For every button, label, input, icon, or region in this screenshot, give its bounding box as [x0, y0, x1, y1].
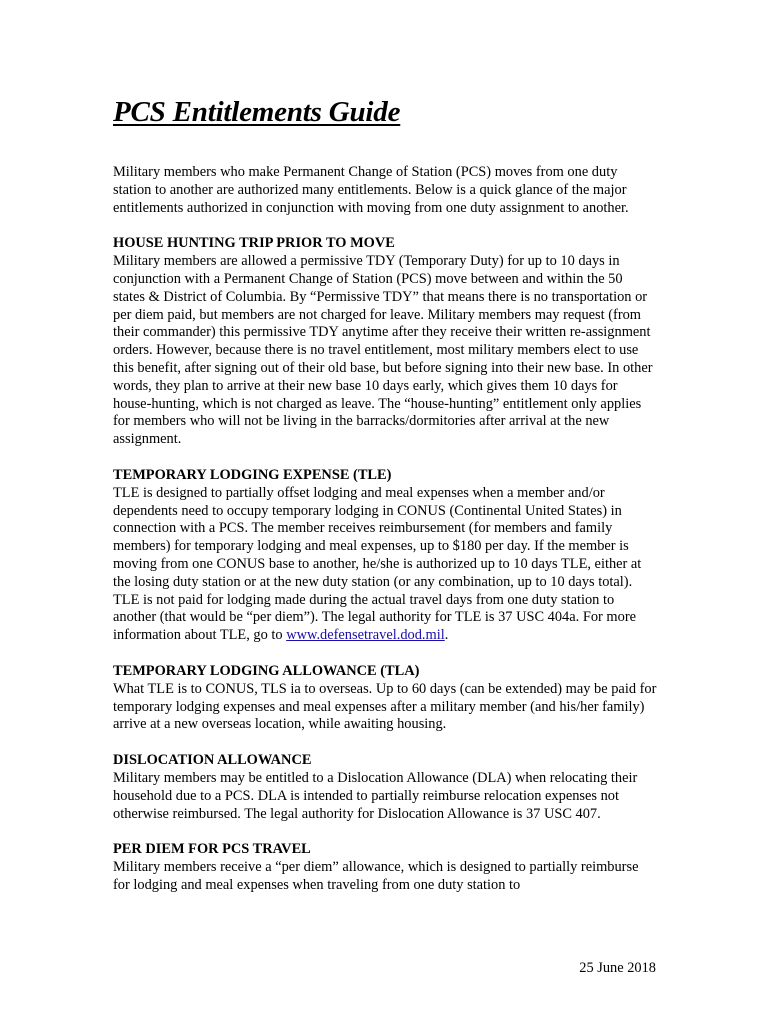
document-page [113, 94, 658, 895]
section-tle [113, 467, 658, 645]
section-body-tle-text: TLE is designed to partially offset lodging and meal expenses when a member and/or dependents need to occupy temporary lodging in CONUS (Continental United States) in connection with a PCS. The member receives reimbursement (for members and family members) for temporary lodging and meal expenses, up to $180 per day. If the member is moving from one CONUS base to another, he/she is authorized up to 10 days TLE, either at the losing duty station or at the new duty station (or any combination, up to 10 days total). TLE is not paid for lodging made during the actual travel days from one duty station to another (that would be “per diem”). The legal authority for TLE is 37 USC 404a. For more information about TLE, go to [113, 484, 642, 644]
section-house-hunting [113, 235, 658, 449]
section-body-house-hunting: Military members are allowed a permissive TDY (Temporary Duty) for up to 10 days in conjunction with a Permanent Change of Station (PCS) move between and within the 50 states & District of Columbia. By “Permissive TDY” that means there is no transportation or per diem paid, but members are not charged for leave. Military members may request (from their commander) this permissive TDY anytime after they receive their written re-assignment orders. However, because there is no travel entitlement, most military members elect to use this benefit, after signing out of their old base, but before signing into their new base. In other words, they plan to arrive at their new base 10 days early, which gives them 10 days for house-hunting, which is not charged as leave. The “house-hunting” entitlement only applies for members who will not be living in the barracks/dormitories after arrival at the new assignment. [113, 253, 653, 448]
section-body-per-diem: Military members receive a “per diem” allowance, which is designed to partially reimburse for lodging and meal expenses when traveling from one duty station to [113, 859, 639, 893]
section-heading-tle: TEMPORARY LODGING EXPENSE (TLE) [113, 466, 392, 483]
section-heading-house-hunting: HOUSE HUNTING TRIP PRIOR TO MOVE [113, 235, 395, 252]
section-heading-tla: TEMPORARY LODGING ALLOWANCE (TLA) [113, 662, 420, 679]
section-body-dislocation: Military members may be entitled to a Dislocation Allowance (DLA) when relocating their household due to a PCS. DLA is intended to partially reimburse relocation expenses not otherwise reimbursed. The legal authority for Dislocation Allowance is 37 USC 407. [113, 769, 638, 822]
defensetravel-link[interactable]: www.defensetravel.dod.mil [286, 627, 445, 644]
section-dislocation [113, 752, 658, 823]
section-body-tla: What TLE is to CONUS, TLS ia to overseas. Up to 60 days (can be extended) may be paid for temporary lodging expenses and meal expenses after a military member (and his/her family) arrive at a new overseas location, while awaiting housing. [113, 680, 657, 733]
section-heading-dislocation: DISLOCATION ALLOWANCE [113, 752, 312, 769]
section-per-diem [113, 841, 658, 894]
section-heading-per-diem: PER DIEM FOR PCS TRAVEL [113, 841, 311, 858]
intro-paragraph: Military members who make Permanent Change of Station (PCS) moves from one duty station to another are authorized many entitlements. Below is a quick glance of the major entitlements authorized in conjunction with moving from one duty assignment to another. [113, 164, 629, 216]
page-title: PCS Entitlements Guide [113, 96, 401, 128]
section-tla [113, 663, 658, 734]
section-body-tle-end: . [444, 627, 449, 644]
section-body-tle [113, 485, 658, 645]
footer-date: 25 June 2018 [579, 960, 656, 976]
